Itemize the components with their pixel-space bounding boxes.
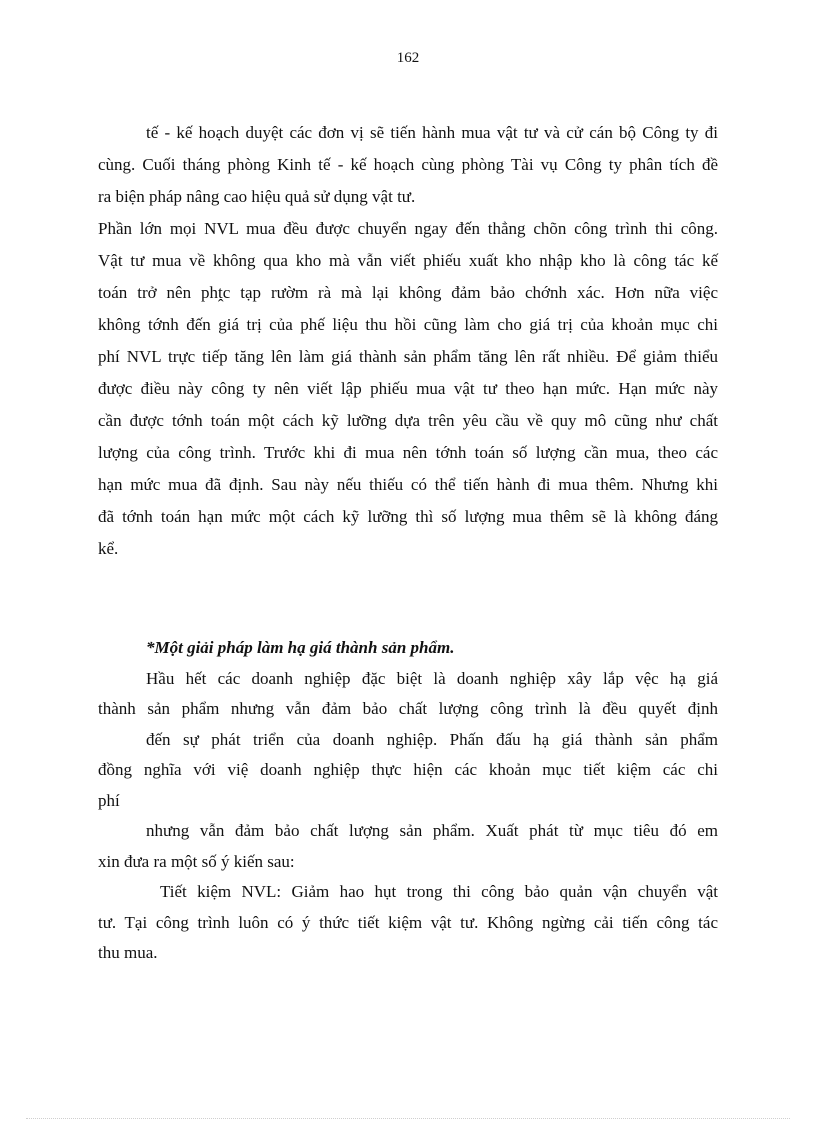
text-line: tư. Tại công trình luôn có ý thức tiết kiệm vật tư. Không ngừng cải tiến công tác [98, 912, 718, 932]
section-heading: *Một giải pháp làm hạ giá thành sản phẩm. [146, 638, 455, 657]
text-line: toán trở nên phṱc tạp rườm rà mà lại không đảm bảo chớnh xác. Hơn nữa việc [98, 283, 718, 302]
text-line: lượng của công trình. Trước khi đi mua nên tớnh toán số lượng cần mua, theo các [98, 443, 718, 462]
text-line: hạn mức mua đã định. Sau này nếu thiếu có thể tiến hành đi mua thêm. Nhưng khi [98, 475, 718, 494]
paragraph-material-purchasing [98, 117, 718, 565]
text-line: đến sự phát triển của doanh nghiệp. Phấn đấu hạ giá thành sản phẩm [146, 729, 718, 749]
page-number: 162 [396, 50, 420, 66]
text-line: thu mua. [98, 943, 158, 962]
text-line: nhưng vẫn đảm bảo chất lượng sản phẩm. Xuất phát từ mục tiêu đó em [146, 821, 718, 840]
text-line: phí [98, 790, 120, 810]
text-line: Phần lớn mọi NVL mua đều được chuyển ngay đến thẳng chõn công trình thi công. [98, 219, 718, 238]
text-line: cần được tớnh toán một cách kỹ lưỡng dựa trên yêu cầu về quy mô cũng như chất [98, 411, 718, 430]
text-line: tế - kế hoạch duyệt các đơn vị sẽ tiến hành mua vật tư và cử cán bộ Công ty đi [146, 123, 718, 142]
text-line: đã tớnh toán hạn mức một cách kỹ lưỡng thì số lượng mua thêm sẽ là không đáng [98, 507, 718, 526]
text-line: xin đưa ra một số ý kiến sau: [98, 851, 295, 871]
text-line: đồng nghĩa với việ doanh nghiệp thực hiện các khoản mục tiết kiệm các chi [98, 760, 718, 779]
text-line: phí NVL trực tiếp tăng lên làm giá thành sản phẩm tăng lên rất nhiều. Để giảm thiểu [98, 347, 718, 366]
text-line: Vật tư mua về không qua kho mà vẫn viết phiếu xuất kho nhập kho là công tác kế [98, 251, 718, 270]
text-line: Tiết kiệm NVL: Giảm hao hụt trong thi công bảo quản vận chuyển vật [160, 882, 718, 901]
section-cost-reduction [98, 633, 718, 969]
text-line: Hầu hết các doanh nghiệp đặc biệt là doanh nghiệp xây lắp vệc hạ giá [146, 668, 718, 688]
text-line: ra biện pháp nâng cao hiệu quả sử dụng vật tư. [98, 187, 416, 206]
page-bottom-rule [26, 1118, 790, 1119]
text-line: cùng. Cuối tháng phòng Kinh tế - kế hoạch cùng phòng Tài vụ Công ty phân tích đề [98, 155, 718, 174]
text-line: kể. [98, 539, 119, 558]
text-line: được điều này công ty nên viết lập phiếu mua vật tư theo hạn mức. Hạn mức này [98, 379, 718, 398]
text-line: không tớnh đến giá trị của phế liệu thu hồi cũng làm cho giá trị của khoản mục chi [98, 315, 718, 334]
text-line: thành sản phẩm nhưng vẫn đảm bảo chất lượng công trình là đều quyết định [98, 699, 718, 718]
